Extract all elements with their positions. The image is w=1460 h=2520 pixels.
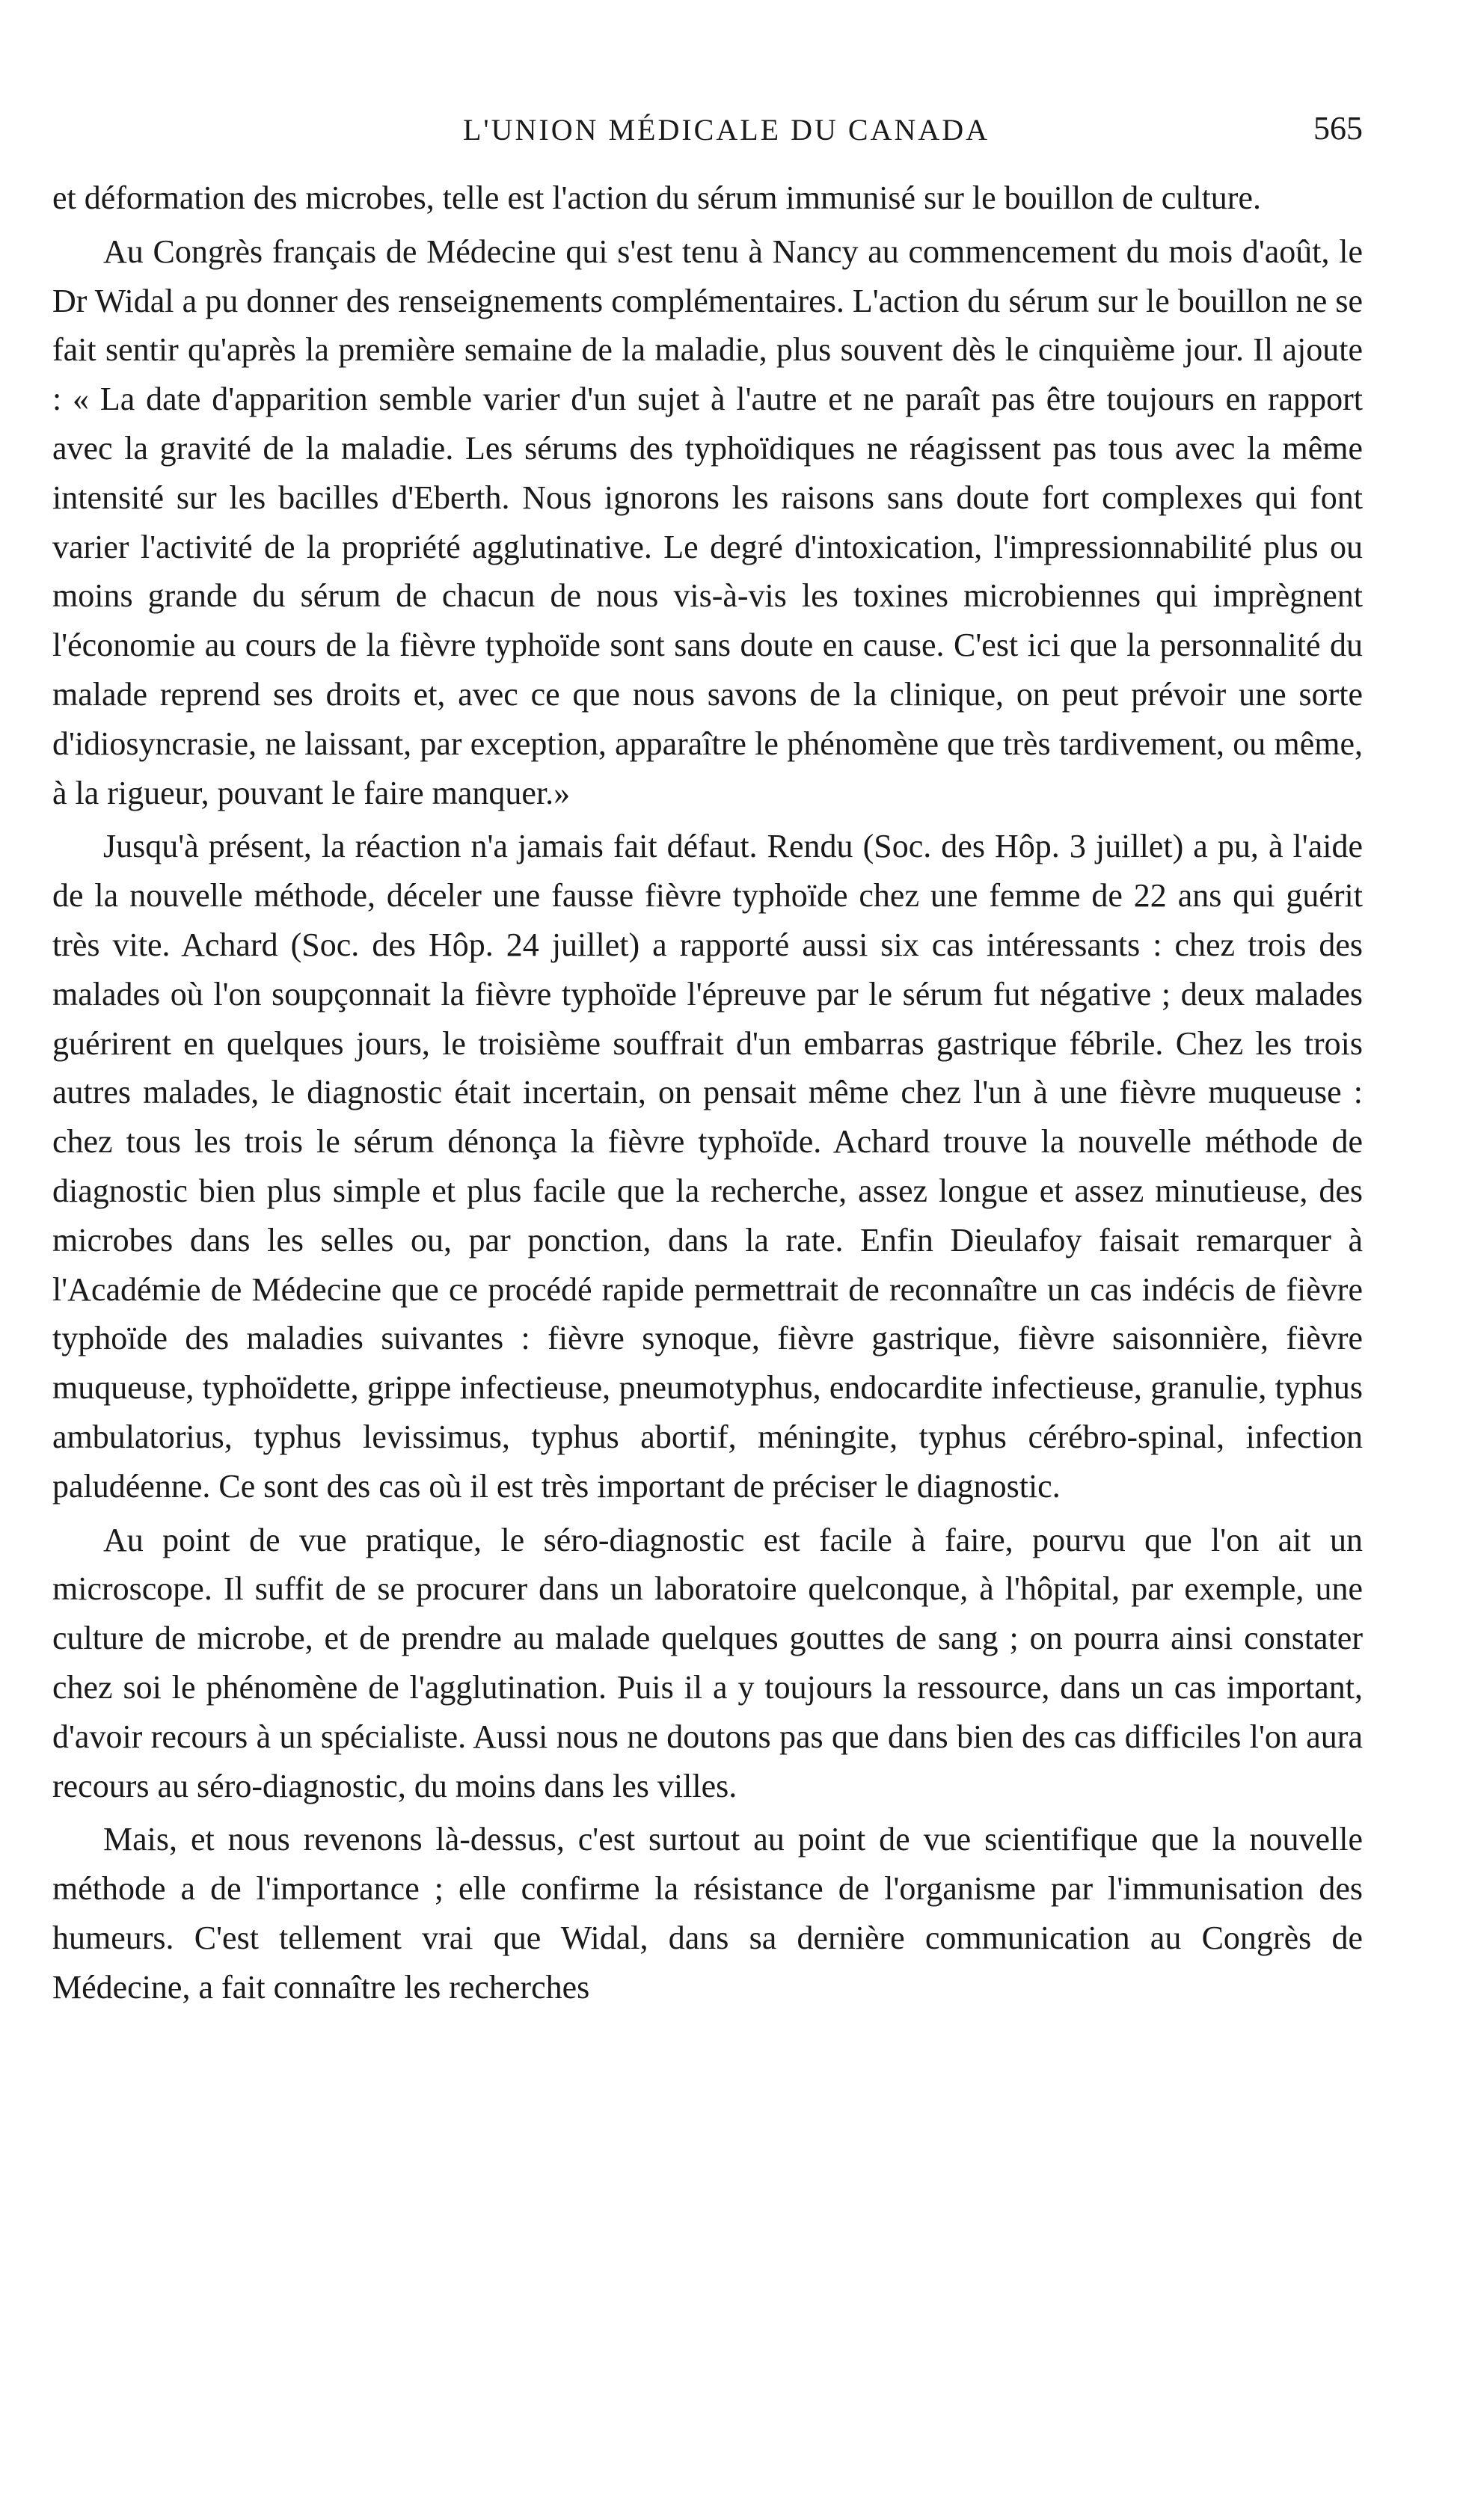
paragraph: Au Congrès français de Médecine qui s'est tenu à Nancy au commencement du mois d'août, le Dr Widal a pu donner des renseignements complémentaires. L'action du sérum sur le bouillon ne se fait sentir qu'après la première semaine de la maladie, plus souvent dès le cinquième jour. Il ajoute : « La date d'apparition semble varier d'un sujet à l'autre et ne paraît pas être toujours en rapport avec la gravité de la maladie. Les sérums des typhoïdiques ne réagissent pas tous avec la même intensité sur les bacilles d'Eberth. Nous ignorons les raisons sans doute fort complexes qui font varier l'activité de la propriété agglutinative. Le degré d'intoxication, l'impressionnabilité plus ou moins grande du sérum de chacun de nous vis-à-vis les toxines microbiennes qui imprègnent l'économie au cours de la fièvre typhoïde sont sans doute en cause. C'est ici que la personnalité du malade reprend ses droits et, avec ce que nous savons de la clinique, on peut prévoir une sorte d'idiosyncrasie, ne laissant, par exception, apparaître le phénomène que très tardivement, ou même, à la rigueur, pouvant le faire manquer.» — [52, 233, 1363, 811]
paragraph: Au point de vue pratique, le séro-diagnostic est facile à faire, pourvu que l'on ait un microscope. Il suffit de se procurer dans un laboratoire quelconque, à l'hôpital, par exemple, une culture de microbe, et de prendre au malade quelques gouttes de sang ; on pourra ainsi constater chez soi le phénomène de l'agglutination. Puis il a y toujours la ressource, dans un cas important, d'avoir recours à un spécialiste. Aussi nous ne doutons pas que dans bien des cas difficiles l'on aura recours au séro-diagnostic, du moins dans les villes. — [52, 1521, 1363, 1804]
running-title: L'UNION MÉDICALE DU CANADA — [462, 113, 990, 147]
paragraph: Mais, et nous revenons là-dessus, c'est surtout au point de vue scientifique que la nouvelle méthode a de l'importance ; elle confirme la résistance de l'organisme par l'immunisation des humeurs. C'est tellement vrai que Widal, dans sa dernière communication au Congrès de Médecine, a fait connaître les recherches — [52, 1821, 1363, 2006]
paragraph-continuation: et déformation des microbes, telle est l'action du sérum immunisé sur le bouillon de culture. — [52, 179, 1261, 216]
page-number: 565 — [1313, 110, 1363, 147]
body-text — [52, 173, 1363, 2012]
paragraph: Jusqu'à présent, la réaction n'a jamais fait défaut. Rendu (Soc. des Hôp. 3 juillet) a pu, à l'aide de la nouvelle méthode, déceler une fausse fièvre typhoïde chez une femme de 22 ans qui guérit très vite. Achard (Soc. des Hôp. 24 juillet) a rapporté aussi six cas intéressants : chez trois des malades où l'on soupçonnait la fièvre typhoïde l'épreuve par le sérum fut négative ; deux malades guérirent en quelques jours, le troisième souffrait d'un embarras gastrique fébrile. Chez les trois autres malades, le diagnostic était incertain, on pensait même chez l'un à une fièvre muqueuse : chez tous les trois le sérum dénonça la fièvre typhoïde. Achard trouve la nouvelle méthode de diagnostic bien plus simple et plus facile que la recherche, assez longue et assez minutieuse, des microbes dans les selles ou, par ponction, dans la rate. Enfin Dieulafoy faisait remarquer à l'Académie de Médecine que ce procédé rapide permettrait de reconnaître un cas indécis de fièvre typhoïde des maladies suivantes : fièvre synoque, fièvre gastrique, fièvre saisonnière, fièvre muqueuse, typhoïdette, grippe infectieuse, pneumotyphus, endocardite infectieuse, granulie, typhus ambulatorius, typhus levissimus, typhus abortif, méningite, typhus cérébro-spinal, infection paludéenne. Ce sont des cas où il est très important de préciser le diagnostic. — [52, 828, 1363, 1505]
page-header — [52, 105, 1363, 165]
